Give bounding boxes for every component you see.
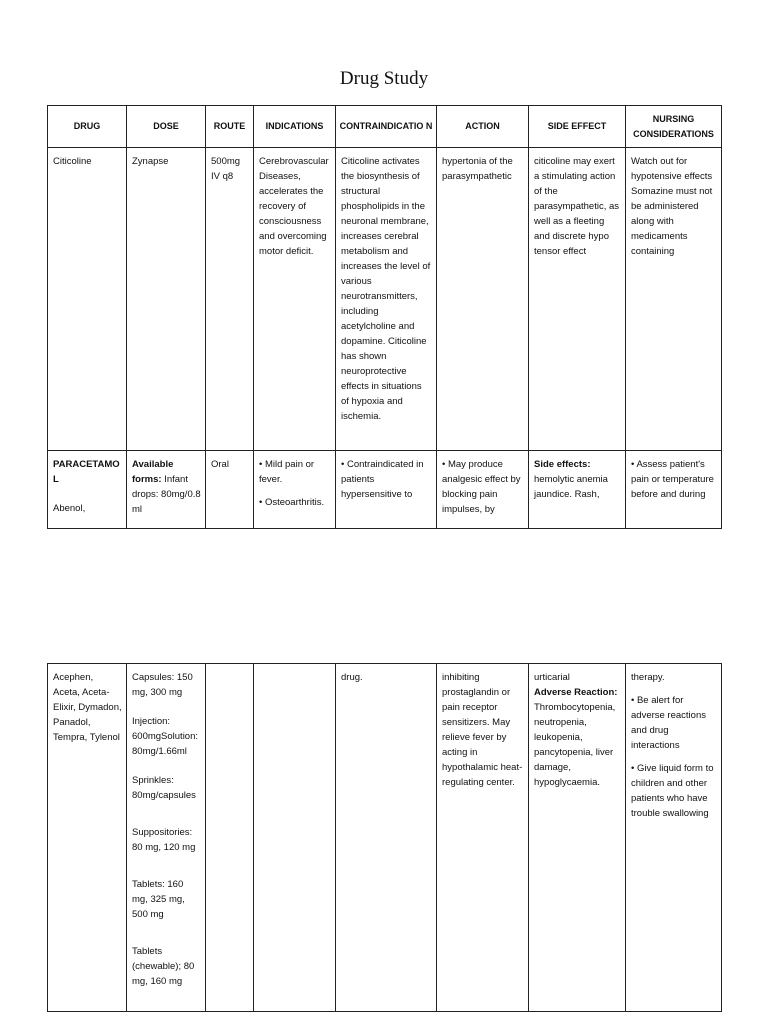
header-route: ROUTE (206, 106, 254, 148)
header-dose: DOSE (127, 106, 206, 148)
side-effect-cell: citicoline may exert a stimulating action of the parasympathetic, as well as a fleeting and discrete hypo tensor effect (529, 148, 626, 451)
drug-study-table-continued (47, 663, 722, 1012)
indications-cell (254, 664, 336, 1012)
dose-cell (127, 664, 206, 1012)
contraindication-cell: drug. (336, 664, 437, 1012)
drug-cell: Citicoline (48, 148, 127, 451)
side-effect-cell (529, 664, 626, 1012)
dose-form: Tablets: 160 mg, 325 mg, 500 mg (132, 879, 185, 920)
nursing-item: • Be alert for adverse reactions and drug interactions (631, 695, 706, 751)
dose-label: Available forms: (132, 459, 174, 485)
nursing-item: therapy. (631, 672, 665, 683)
drug-cell: Acephen, Aceta, Aceta-Elixir, Dymadon, Panadol, Tempra, Tylenol (48, 664, 127, 1012)
header-contraindication: CONTRAINDICATIO N (336, 106, 437, 148)
header-indications: INDICATIONS (254, 106, 336, 148)
header-drug: DRUG (48, 106, 127, 148)
nursing-cell: Watch out for hypotensive effects Somazine must not be administered along with medicaments containing (626, 148, 722, 451)
page-title: Drug Study (339, 68, 429, 89)
drug-cell (48, 451, 127, 529)
drug-brand: Abenol, (53, 503, 86, 514)
route-cell: 500mg IV q8 (206, 148, 254, 451)
dose-cell (127, 451, 206, 529)
action-cell: • May produce analgesic effect by blocking pain impulses, by (437, 451, 529, 529)
table-row (48, 451, 722, 529)
action-cell: hypertonia of the parasympathetic (437, 148, 529, 451)
table-header-row (48, 106, 722, 148)
side-effect-text: hemolytic anemia jaundice. Rash, (534, 474, 608, 500)
action-cell: inhibiting prostaglandin or pain receptor sensitizers. May relieve fever by acting in hypothalamic heat-regulating center. (437, 664, 529, 1012)
dose-form: Tablets (chewable); 80 mg, 160 mg (132, 946, 195, 987)
drug-study-table (47, 105, 722, 529)
dose-form: Capsules: 150 mg, 300 mg (132, 672, 193, 698)
route-cell: Oral (206, 451, 254, 529)
dose-cell: Zynapse (127, 148, 206, 451)
route-cell (206, 664, 254, 1012)
dose-form: Sprinkles: 80mg/capsules (132, 775, 196, 801)
side-effect-cell (529, 451, 626, 529)
adverse-reaction-text: Thrombocytopenia, neutropenia, leukopenia, pancytopenia, liver damage, hypoglycaemia. (534, 702, 616, 788)
header-action: ACTION (437, 106, 529, 148)
dose-text: Infant drops: 80mg/0.8 ml (132, 474, 201, 515)
header-side-effect: SIDE EFFECT (529, 106, 626, 148)
dose-form: Injection: 600mgSolution: 80mg/1.66ml (132, 716, 199, 757)
indication-item: • Mild pain or fever. (259, 459, 315, 485)
table-row (48, 148, 722, 451)
nursing-item: • Give liquid form to children and other patients who have trouble swallowing (631, 763, 714, 819)
nursing-cell: • Assess patient's pain or temperature before and during (626, 451, 722, 529)
adverse-reaction-label: Adverse Reaction: (534, 687, 618, 698)
contraindication-cell: Citicoline activates the biosynthesis of structural phospholipids in the neuronal membrane, increases cerebral metabolism and increases the level of various neurotransmitters, including acetylcholine and dopamine. Citicoline has shown neuroprotective effects in situations of hypoxia and ischemia. (336, 148, 437, 451)
table-row (48, 664, 722, 1012)
indication-item: • Osteoarthritis. (259, 497, 325, 508)
contraindication-cell: • Contraindicated in patients hypersensitive to (336, 451, 437, 529)
dose-form: Suppositories: 80 mg, 120 mg (132, 827, 196, 853)
drug-name: PARACETAMO L (53, 459, 120, 485)
header-nursing-considerations: NURSING CONSIDERATIONS (626, 106, 722, 148)
side-effect-label: Side effects: (534, 459, 591, 470)
indications-cell: Cerebrovascular Diseases, accelerates the recovery of consciousness and overcoming motor deficit. (254, 148, 336, 451)
side-effect-text: urticarial (534, 672, 570, 683)
nursing-cell (626, 664, 722, 1012)
indications-cell (254, 451, 336, 529)
